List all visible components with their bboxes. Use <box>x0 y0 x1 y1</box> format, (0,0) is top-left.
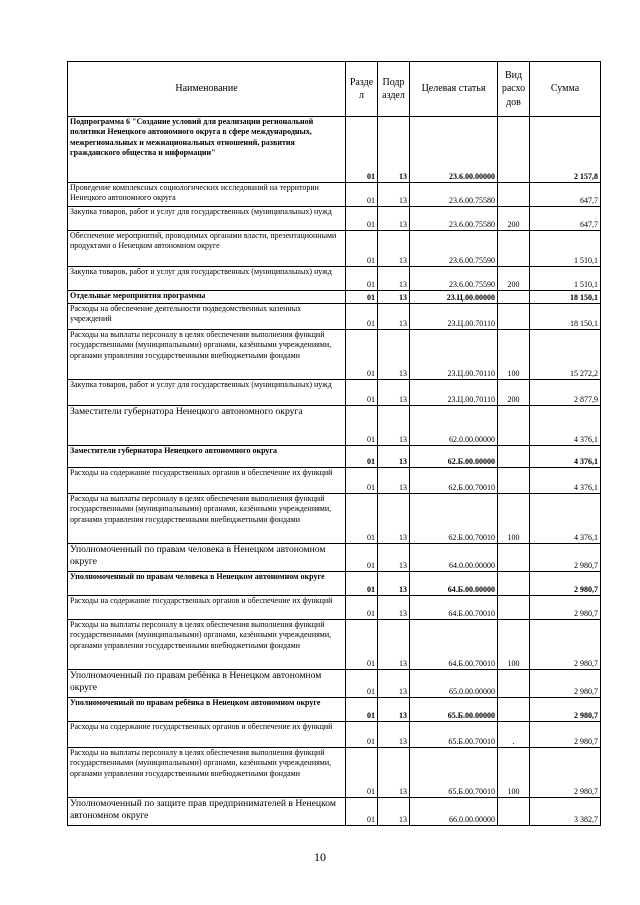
table-row <box>68 722 601 748</box>
row-razdel: 01 <box>346 468 378 494</box>
row-name: Уполномоченный по правам ребёнка в Ненецком автономном округе <box>68 670 346 698</box>
row-razdel: 01 <box>346 722 378 748</box>
row-statya: 23.6.00.75590 <box>410 267 498 291</box>
row-vid <box>498 468 530 494</box>
row-vid: 100 <box>498 620 530 670</box>
row-statya: 23.6.00.00000 <box>410 117 498 183</box>
row-name: Уполномоченный по защите прав предпринимателей в Ненецком автономном округе <box>68 798 346 826</box>
row-statya: 65.Б.00.70010 <box>410 722 498 748</box>
row-razdel: 01 <box>346 380 378 406</box>
row-podrazdel: 13 <box>378 596 410 620</box>
row-razdel: 01 <box>346 267 378 291</box>
row-statya: 62.Б.00.70010 <box>410 468 498 494</box>
row-razdel: 01 <box>346 446 378 468</box>
row-summa: 3 382,7 <box>530 798 601 826</box>
row-podrazdel: 13 <box>378 544 410 572</box>
row-podrazdel: 13 <box>378 406 410 446</box>
row-summa: 4 376,1 <box>530 446 601 468</box>
row-podrazdel: 13 <box>378 330 410 380</box>
row-razdel: 01 <box>346 291 378 304</box>
table-row <box>68 620 601 670</box>
row-statya: 23.6.00.75590 <box>410 231 498 267</box>
row-razdel: 01 <box>346 748 378 798</box>
table-row <box>68 183 601 207</box>
row-name: Заместители губернатора Ненецкого автономного округа <box>68 406 346 446</box>
table-row <box>68 748 601 798</box>
row-vid: . <box>498 722 530 748</box>
row-podrazdel: 13 <box>378 670 410 698</box>
row-statya: 66.0.00.00000 <box>410 798 498 826</box>
row-razdel: 01 <box>346 183 378 207</box>
row-podrazdel: 13 <box>378 572 410 596</box>
row-podrazdel: 13 <box>378 207 410 231</box>
budget-table <box>67 61 601 826</box>
table-row <box>68 572 601 596</box>
row-statya: 23.Ц.00.70110 <box>410 380 498 406</box>
row-statya: 64.Б.00.70010 <box>410 596 498 620</box>
row-summa: 18 150,1 <box>530 291 601 304</box>
row-vid: 200 <box>498 380 530 406</box>
row-statya: 62.Б.00.00000 <box>410 446 498 468</box>
row-vid: 100 <box>498 494 530 544</box>
row-name: Расходы на выплаты персоналу в целях обеспечения выполнения функций государственными (муниципальными) органами, казёнными учреждениями, органами управления государственными внебюджетными фондами <box>68 330 346 380</box>
row-name: Заместители губернатора Ненецкого автономного округа <box>68 446 346 468</box>
row-razdel: 01 <box>346 698 378 722</box>
row-podrazdel: 13 <box>378 291 410 304</box>
row-vid <box>498 117 530 183</box>
row-vid <box>498 670 530 698</box>
row-statya: 23.6.00.75580 <box>410 183 498 207</box>
row-vid <box>498 698 530 722</box>
row-summa: 2 980,7 <box>530 620 601 670</box>
row-name: Расходы на выплаты персоналу в целях обеспечения выполнения функций государственными (муниципальными) органами, казёнными учреждениями, органами управления государственными внебюджетными фондами <box>68 620 346 670</box>
row-podrazdel: 13 <box>378 446 410 468</box>
header-summa: Сумма <box>530 62 601 117</box>
row-podrazdel: 13 <box>378 748 410 798</box>
table-row <box>68 670 601 698</box>
row-statya: 64.Б.00.70010 <box>410 620 498 670</box>
row-name: Закупка товаров, работ и услуг для государственных (муниципальных) нужд <box>68 207 346 231</box>
table-row <box>68 468 601 494</box>
row-summa: 2 980,7 <box>530 748 601 798</box>
row-podrazdel: 13 <box>378 698 410 722</box>
row-razdel: 01 <box>346 330 378 380</box>
row-razdel: 01 <box>346 406 378 446</box>
row-podrazdel: 13 <box>378 494 410 544</box>
row-statya: 23.Ц.00.70110 <box>410 304 498 330</box>
row-razdel: 01 <box>346 596 378 620</box>
row-vid: 200 <box>498 267 530 291</box>
row-vid <box>498 446 530 468</box>
header-statya: Целевая статья <box>410 62 498 117</box>
table-row <box>68 231 601 267</box>
row-name: Закупка товаров, работ и услуг для государственных (муниципальных) нужд <box>68 267 346 291</box>
table-row <box>68 380 601 406</box>
row-summa: 1 510,1 <box>530 267 601 291</box>
row-summa: 2 980,7 <box>530 596 601 620</box>
row-summa: 647,7 <box>530 183 601 207</box>
row-statya: 64.Б.00.00000 <box>410 572 498 596</box>
row-vid <box>498 291 530 304</box>
row-statya: 65.Б.00.00000 <box>410 698 498 722</box>
row-summa: 2 980,7 <box>530 572 601 596</box>
row-name: Уполномоченный по правам человека в Ненецком автономном округе <box>68 544 346 572</box>
row-summa: 15 272,2 <box>530 330 601 380</box>
table-row <box>68 330 601 380</box>
row-summa: 4 376,1 <box>530 494 601 544</box>
row-podrazdel: 13 <box>378 380 410 406</box>
table-row <box>68 304 601 330</box>
row-razdel: 01 <box>346 231 378 267</box>
row-statya: 64.0.00.00000 <box>410 544 498 572</box>
row-name: Уполномоченный по правам человека в Ненецком автономном округе <box>68 572 346 596</box>
row-statya: 65.Б.00.70010 <box>410 748 498 798</box>
row-podrazdel: 13 <box>378 231 410 267</box>
table-row <box>68 494 601 544</box>
table-row <box>68 698 601 722</box>
row-razdel: 01 <box>346 304 378 330</box>
row-name: Расходы на обеспечение деятельности подведомственных казенных учреждений <box>68 304 346 330</box>
row-razdel: 01 <box>346 494 378 544</box>
row-podrazdel: 13 <box>378 304 410 330</box>
row-podrazdel: 13 <box>378 722 410 748</box>
row-summa: 2 157,8 <box>530 117 601 183</box>
row-statya: 23.Ц.00.00000 <box>410 291 498 304</box>
row-razdel: 01 <box>346 207 378 231</box>
row-summa: 647,7 <box>530 207 601 231</box>
table-row <box>68 406 601 446</box>
row-summa: 2 877,9 <box>530 380 601 406</box>
row-vid: 100 <box>498 330 530 380</box>
table-row <box>68 207 601 231</box>
row-razdel: 01 <box>346 798 378 826</box>
row-podrazdel: 13 <box>378 183 410 207</box>
row-vid <box>498 231 530 267</box>
row-name: Расходы на содержание государственных органов и обеспечение их функций <box>68 722 346 748</box>
row-podrazdel: 13 <box>378 117 410 183</box>
row-name: Отдельные мероприятия программы <box>68 291 346 304</box>
row-statya: 23.Ц.00.70110 <box>410 330 498 380</box>
row-razdel: 01 <box>346 670 378 698</box>
row-summa: 2 980,7 <box>530 722 601 748</box>
header-row <box>68 62 601 117</box>
row-name: Уполномоченный по правам ребёнка в Ненецком автономном округе <box>68 698 346 722</box>
row-podrazdel: 13 <box>378 468 410 494</box>
row-statya: 23.6.00.75580 <box>410 207 498 231</box>
table-row <box>68 117 601 183</box>
table-row <box>68 596 601 620</box>
row-summa: 4 376,1 <box>530 406 601 446</box>
row-podrazdel: 13 <box>378 620 410 670</box>
table-row <box>68 798 601 826</box>
row-razdel: 01 <box>346 544 378 572</box>
header-name: Наименование <box>68 62 346 117</box>
table-row <box>68 267 601 291</box>
row-summa: 2 980,7 <box>530 670 601 698</box>
row-name: Проведение комплексных социологических исследований на территории Ненецкого автономного округа <box>68 183 346 207</box>
row-razdel: 01 <box>346 620 378 670</box>
row-vid: 100 <box>498 748 530 798</box>
row-name: Закупка товаров, работ и услуг для государственных (муниципальных) нужд <box>68 380 346 406</box>
row-name: Обеспечение мероприятий, проводимых органами власти, презентационными продуктами о Ненецком автономном округе <box>68 231 346 267</box>
table-row <box>68 544 601 572</box>
row-podrazdel: 13 <box>378 798 410 826</box>
row-vid: 200 <box>498 207 530 231</box>
row-statya: 65.0.00.00000 <box>410 670 498 698</box>
row-vid <box>498 406 530 446</box>
row-summa: 1 510,1 <box>530 231 601 267</box>
header-vid: Вид расхо дов <box>498 62 530 117</box>
row-vid <box>498 596 530 620</box>
header-razdel: Разде л <box>346 62 378 117</box>
row-podrazdel: 13 <box>378 267 410 291</box>
row-statya: 62.0.00.00000 <box>410 406 498 446</box>
row-summa: 2 980,7 <box>530 698 601 722</box>
row-summa: 4 376,1 <box>530 468 601 494</box>
row-name: Расходы на содержание государственных органов и обеспечение их функций <box>68 468 346 494</box>
table-row <box>68 446 601 468</box>
header-podrazdel: Подр аздел <box>378 62 410 117</box>
row-summa: 2 980,7 <box>530 544 601 572</box>
row-razdel: 01 <box>346 572 378 596</box>
row-vid <box>498 798 530 826</box>
row-statya: 62.Б.00.70010 <box>410 494 498 544</box>
row-vid <box>498 304 530 330</box>
row-name: Подпрограмма 6 "Создание условий для реализации региональной политики Ненецкого автономного округа в сфере международных, межрегиональных и межнациональных отношений, развития гражданского общества и информации" <box>68 117 346 183</box>
row-name: Расходы на выплаты персоналу в целях обеспечения выполнения функций государственными (муниципальными) органами, казёнными учреждениями, органами управления государственными внебюджетными фондами <box>68 494 346 544</box>
row-vid <box>498 183 530 207</box>
row-name: Расходы на содержание государственных органов и обеспечение их функций <box>68 596 346 620</box>
row-vid <box>498 544 530 572</box>
row-summa: 18 150,1 <box>530 304 601 330</box>
row-vid <box>498 572 530 596</box>
row-name: Расходы на выплаты персоналу в целях обеспечения выполнения функций государственными (муниципальными) органами, казёнными учреждениями, органами управления государственными внебюджетными фондами <box>68 748 346 798</box>
page-number: 10 <box>314 850 326 864</box>
row-razdel: 01 <box>346 117 378 183</box>
table-row <box>68 291 601 304</box>
